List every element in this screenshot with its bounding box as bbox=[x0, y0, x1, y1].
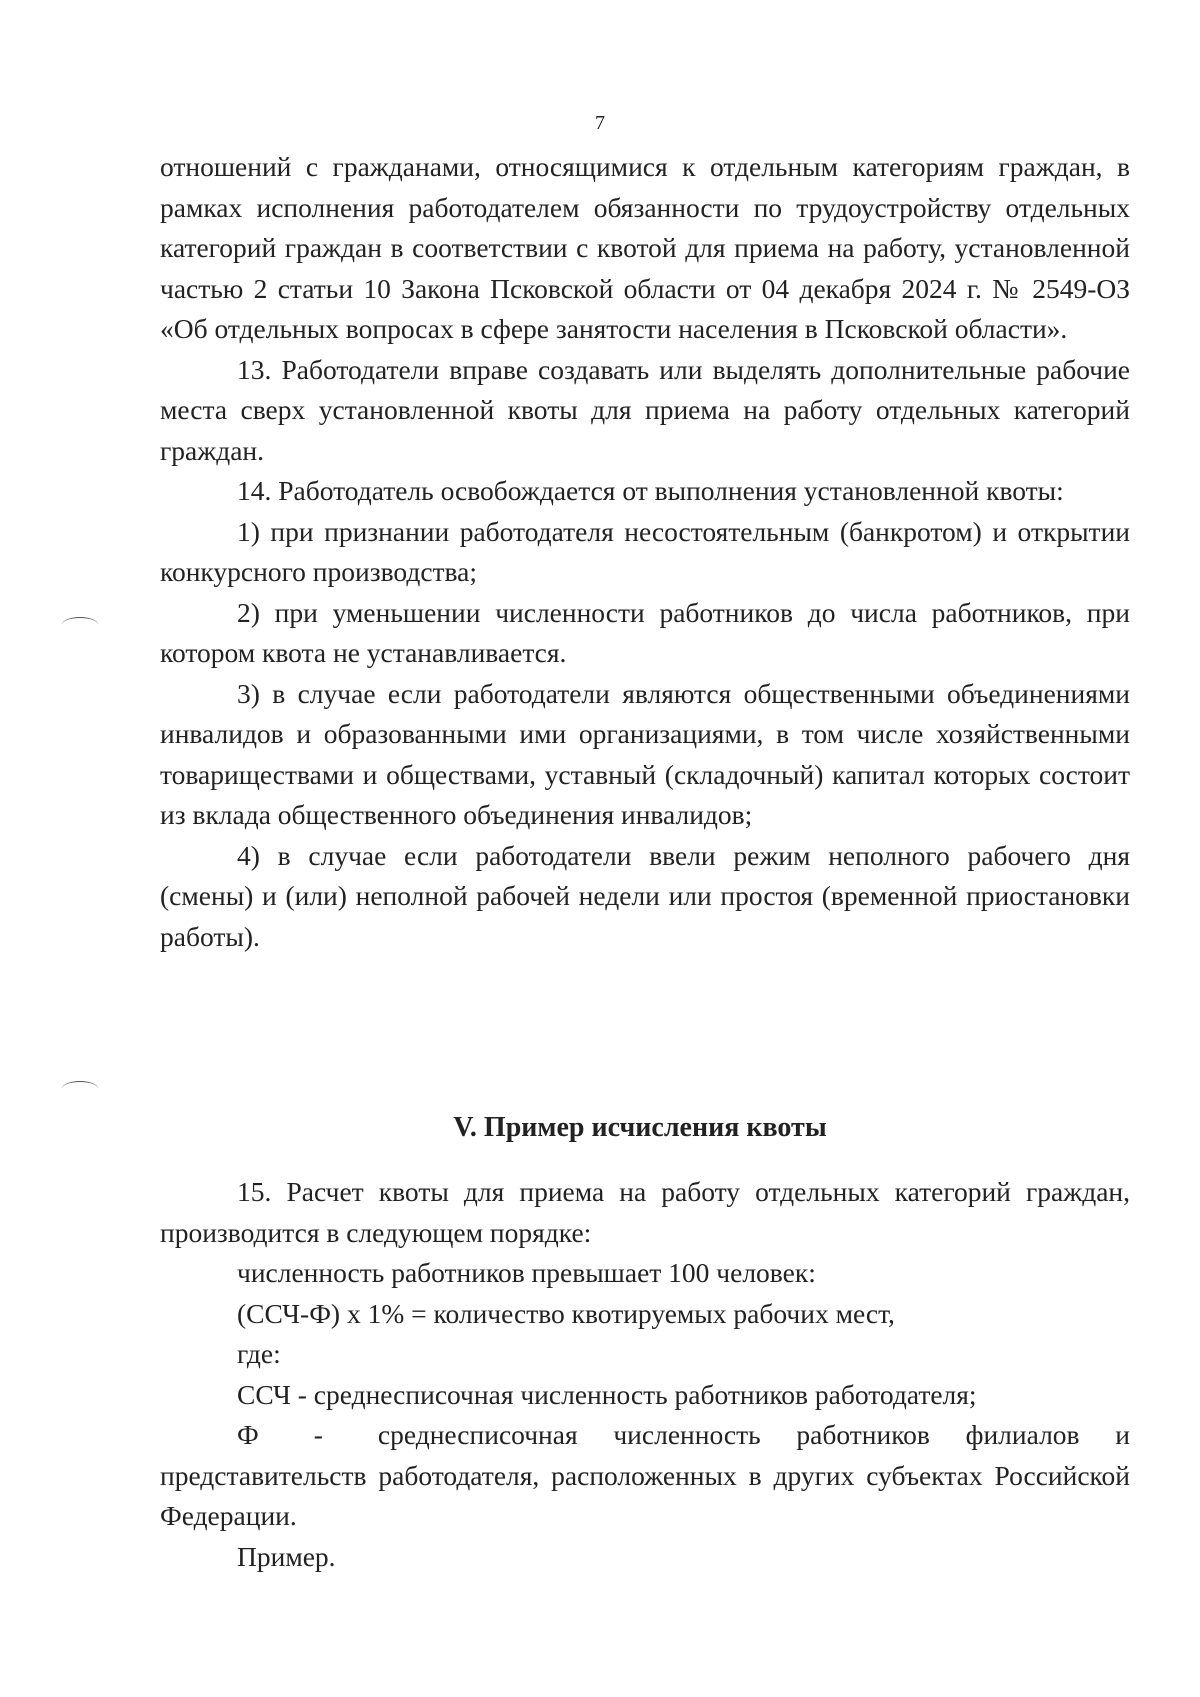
section-heading: V. Пример исчисления квоты bbox=[453, 1112, 827, 1143]
paragraph-14-item-1: 1) при признании работодателя несостоятельным (банкротом) и открытии конкурсного производства; bbox=[160, 515, 1130, 587]
where-label: где: bbox=[237, 1338, 281, 1369]
paragraph-15: 15. Расчет квоты для приема на работу отдельных категорий граждан, производится в следующем порядке: bbox=[160, 1176, 1130, 1248]
body-text-lower bbox=[160, 1172, 1130, 1577]
definition-f-dash: - bbox=[313, 1419, 323, 1450]
paragraph-continuation: отношений с гражданами, относящимися к отдельным категориям граждан, в рамках исполнения работодателем обязанности по трудоустройству отдельных категорий граждан в соответствии с квотой для приема на работу, установленной частью 2 статьи 10 Закона Псковской области от 04 декабря 2024 г. № 2549-ОЗ «Об отдельных вопросах в сфере занятости населения в Псковской области». bbox=[160, 151, 1130, 344]
definition-f-text: среднесписочная численность работников филиалов и представительств работодателя, расположенных в других субъектах Российской Федерации. bbox=[160, 1419, 1130, 1531]
body-text-upper bbox=[160, 147, 1130, 957]
scan-margin-mark bbox=[62, 617, 98, 632]
paragraph-13: 13. Работодатели вправе создавать или выделять дополнительные рабочие места сверх установленной квоты для приема на работу отдельных категорий граждан. bbox=[160, 353, 1130, 466]
paragraph-14-item-2: 2) при уменьшении численности работников до числа работников, при котором квота не устанавливается. bbox=[160, 596, 1130, 668]
scan-margin-mark bbox=[62, 1081, 98, 1096]
quota-condition: численность работников превышает 100 человек: bbox=[237, 1257, 816, 1288]
paragraph-14: 14. Работодатель освобождается от выполнения установленной квоты: bbox=[237, 475, 1064, 506]
paragraph-14-item-4: 4) в случае если работодатели ввели режим неполного рабочего дня (смены) и (или) неполной рабочей недели или простоя (временной приостановки работы). bbox=[160, 839, 1130, 952]
example-label: Пример. bbox=[237, 1540, 336, 1572]
definition-ssch: ССЧ - среднесписочная численность работников работодателя; bbox=[237, 1378, 977, 1410]
definition-f-term: Ф bbox=[237, 1419, 259, 1450]
paragraph-14-item-3: 3) в случае если работодатели являются общественными объединениями инвалидов и образованными ими организациями, в том числе хозяйственными товариществами и обществами, уставный (складочный) капитал которых состоит из вклада общественного объединения инвалидов; bbox=[160, 677, 1130, 830]
page-number: 7 bbox=[595, 112, 605, 134]
quota-formula: (ССЧ-Ф) х 1% = количество квотируемых рабочих мест, bbox=[237, 1297, 895, 1329]
definition-f bbox=[160, 1415, 1130, 1537]
